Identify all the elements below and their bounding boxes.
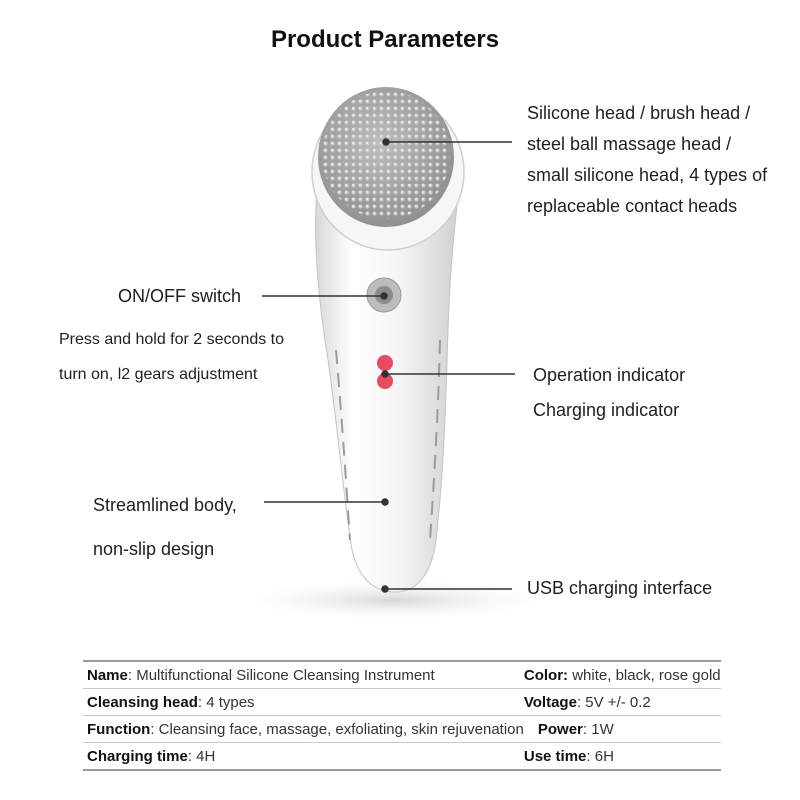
table-cell bbox=[524, 716, 721, 743]
param-value: : 6H bbox=[586, 747, 614, 765]
callout-text: replaceable contact heads bbox=[527, 196, 738, 216]
callout-text: steel ball massage head / bbox=[527, 134, 732, 154]
param-value: : 4 types bbox=[197, 693, 255, 711]
callout-text: turn on, l2 gears adjustment bbox=[59, 366, 258, 383]
param-value: : Multifunctional Silicone Cleansing Instrument bbox=[127, 666, 435, 684]
table-cell bbox=[524, 661, 721, 689]
table-row bbox=[83, 689, 721, 716]
contact-head-callout bbox=[527, 98, 767, 222]
param-key: Function bbox=[87, 720, 151, 738]
callout-text: Press and hold for 2 seconds to bbox=[59, 331, 285, 348]
table-cell bbox=[83, 661, 524, 689]
table-cell bbox=[83, 689, 524, 716]
param-key: Color: bbox=[523, 666, 569, 684]
param-key: Use time bbox=[523, 747, 587, 765]
parameters-table bbox=[83, 660, 721, 771]
callout-text: Operation indicator bbox=[533, 365, 686, 385]
callout-dot-switch bbox=[381, 293, 387, 299]
param-value: : 5V +/- 0.2 bbox=[576, 693, 651, 711]
body-callout bbox=[93, 483, 237, 571]
param-key: Charging time bbox=[87, 747, 188, 765]
usb-callout: USB charging interface bbox=[527, 578, 713, 598]
param-value: : Cleansing face, massage, exfoliating, skin rejuvenation bbox=[150, 720, 524, 738]
table-cell bbox=[83, 716, 524, 743]
table-cell bbox=[524, 743, 721, 771]
callout-text: small silicone head, 4 types of bbox=[527, 165, 768, 185]
param-value: : 1W bbox=[582, 720, 614, 738]
callout-text: Streamlined body, bbox=[93, 495, 237, 515]
param-key: Name bbox=[87, 666, 128, 684]
param-value: white, black, rose gold bbox=[568, 666, 721, 684]
table-row bbox=[83, 743, 721, 771]
page-title: Product Parameters bbox=[270, 26, 500, 53]
param-key: Power bbox=[537, 720, 583, 738]
callout-dot-usb bbox=[382, 586, 388, 592]
param-key: Cleansing head bbox=[87, 693, 198, 711]
callout-dot-head bbox=[383, 139, 389, 145]
switch-callout-title: ON/OFF switch bbox=[118, 286, 242, 306]
table-row bbox=[83, 661, 721, 689]
callout-dot-indicator bbox=[382, 371, 388, 377]
indicator-callout bbox=[533, 358, 685, 428]
callout-text: Silicone head / brush head / bbox=[527, 103, 751, 123]
callout-dot-body bbox=[382, 499, 388, 505]
switch-callout-detail bbox=[59, 322, 284, 392]
table-cell bbox=[83, 743, 524, 771]
callout-text: Charging indicator bbox=[533, 400, 680, 420]
table-cell bbox=[524, 689, 721, 716]
param-value: : 4H bbox=[187, 747, 216, 765]
param-key: Voltage bbox=[523, 693, 577, 711]
callout-text: non-slip design bbox=[93, 539, 215, 559]
table-row bbox=[83, 716, 721, 743]
